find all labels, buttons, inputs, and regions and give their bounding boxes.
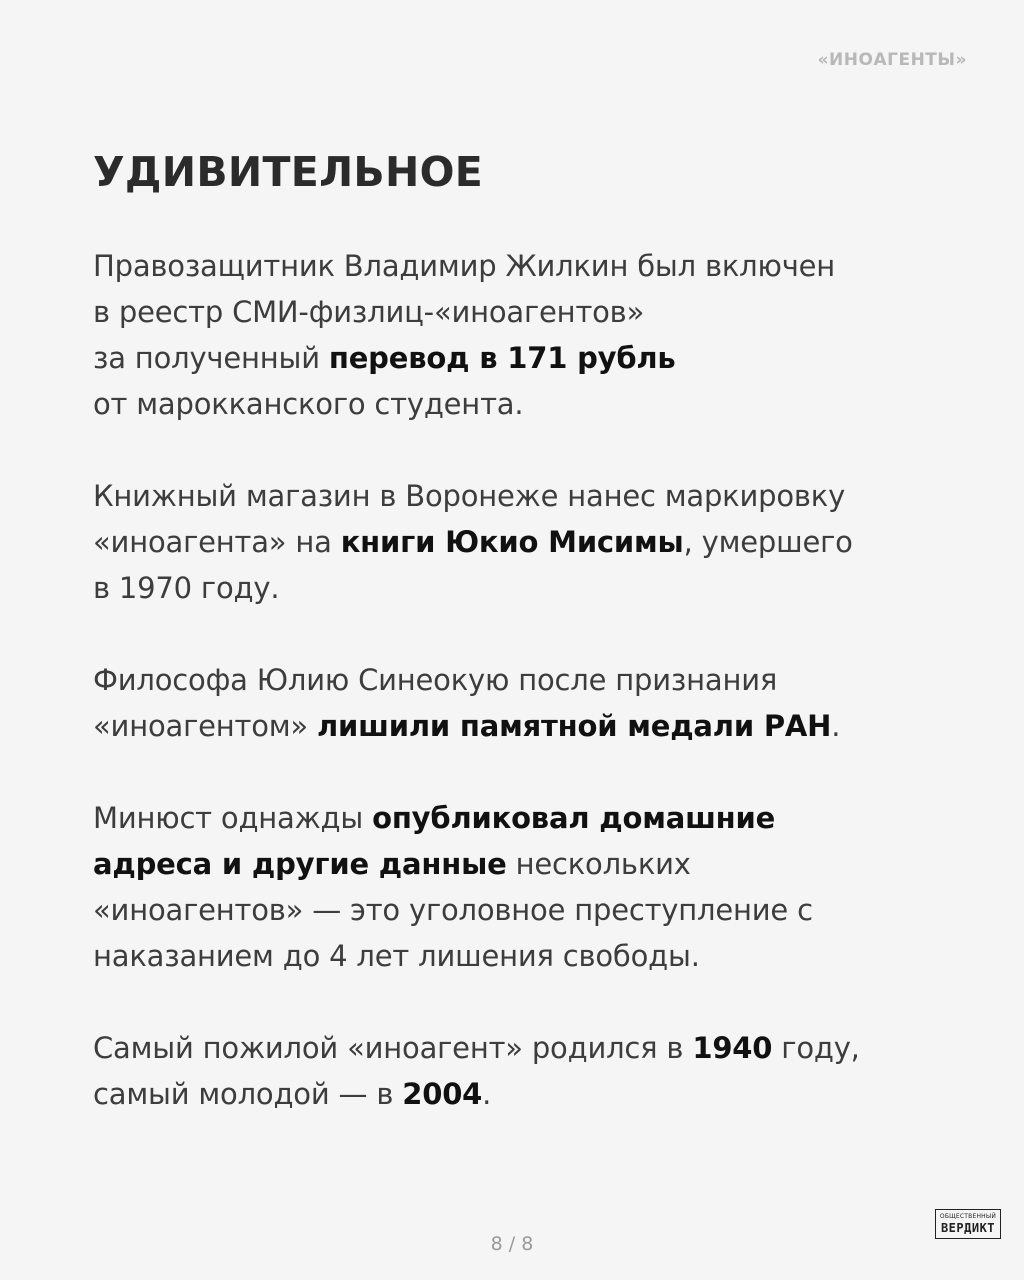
body-text: , умершего xyxy=(683,525,853,559)
page-counter: 8 / 8 xyxy=(490,1233,534,1255)
body-text: . xyxy=(482,1077,492,1111)
paragraph-line xyxy=(93,381,953,427)
body-text: Минюст однажды xyxy=(93,801,373,835)
logo-top-text: ОБЩЕСТВЕННЫЙ xyxy=(939,1213,997,1220)
body-text: «иноагентом» xyxy=(93,709,317,743)
highlight-text: адреса и другие данные xyxy=(93,847,507,881)
highlight-text: лишили памятной медали РАН xyxy=(316,709,832,743)
fact-paragraph xyxy=(93,1025,953,1117)
body-text: в реестр СМИ-физлиц-«иноагентов» xyxy=(93,295,645,329)
page-title: УДИВИТЕЛЬНОЕ xyxy=(93,148,484,196)
fact-paragraph xyxy=(93,473,953,611)
body-text: в 1970 году. xyxy=(93,571,280,605)
paragraph-line xyxy=(93,841,953,887)
highlight-text: 1940 xyxy=(692,1031,773,1065)
body-text: за полученный xyxy=(93,341,329,375)
paragraph-line xyxy=(93,335,953,381)
fact-paragraph xyxy=(93,795,953,979)
highlight-text: 2004 xyxy=(402,1077,483,1111)
paragraph-line xyxy=(93,243,953,289)
paragraph-line xyxy=(93,657,953,703)
paragraph-line xyxy=(93,795,953,841)
paragraph-line xyxy=(93,1025,953,1071)
highlight-text: опубликовал домашние xyxy=(372,801,776,835)
body-text: . xyxy=(831,709,841,743)
fact-paragraph xyxy=(93,243,953,427)
paragraph-line xyxy=(93,519,953,565)
paragraph-line xyxy=(93,565,953,611)
paragraph-line xyxy=(93,289,953,335)
body-text: году, xyxy=(772,1031,860,1065)
highlight-text: перевод в 171 рубль xyxy=(328,341,676,375)
brand-logo xyxy=(935,1209,1001,1239)
paragraph-line xyxy=(93,887,953,933)
body-text: Философа Юлию Синеокую после признания xyxy=(93,663,778,697)
paragraph-line xyxy=(93,1071,953,1117)
body-text: наказанием до 4 лет лишения свободы. xyxy=(93,939,700,973)
paragraph-line xyxy=(93,703,953,749)
body-text: Самый пожилой «иноагент» родился в xyxy=(93,1031,693,1065)
logo-main-text: ВЕРДИКТ xyxy=(940,1221,996,1235)
body-text: Книжный магазин в Воронеже нанес маркировку xyxy=(93,479,846,513)
paragraph-line xyxy=(93,473,953,519)
article-body xyxy=(93,243,953,1163)
body-text: самый молодой — в xyxy=(93,1077,403,1111)
highlight-text: книги Юкио Мисимы xyxy=(340,525,684,559)
body-text: от марокканского студента. xyxy=(93,387,524,421)
body-text: «иноагента» на xyxy=(93,525,341,559)
body-text: нескольких xyxy=(506,847,691,881)
fact-paragraph xyxy=(93,657,953,749)
section-tag: «ИНОАГЕНТЫ» xyxy=(817,50,967,70)
paragraph-line xyxy=(93,933,953,979)
body-text: Правозащитник Владимир Жилкин был включен xyxy=(93,249,836,283)
body-text: «иноагентов» — это уголовное преступление с xyxy=(93,893,813,927)
